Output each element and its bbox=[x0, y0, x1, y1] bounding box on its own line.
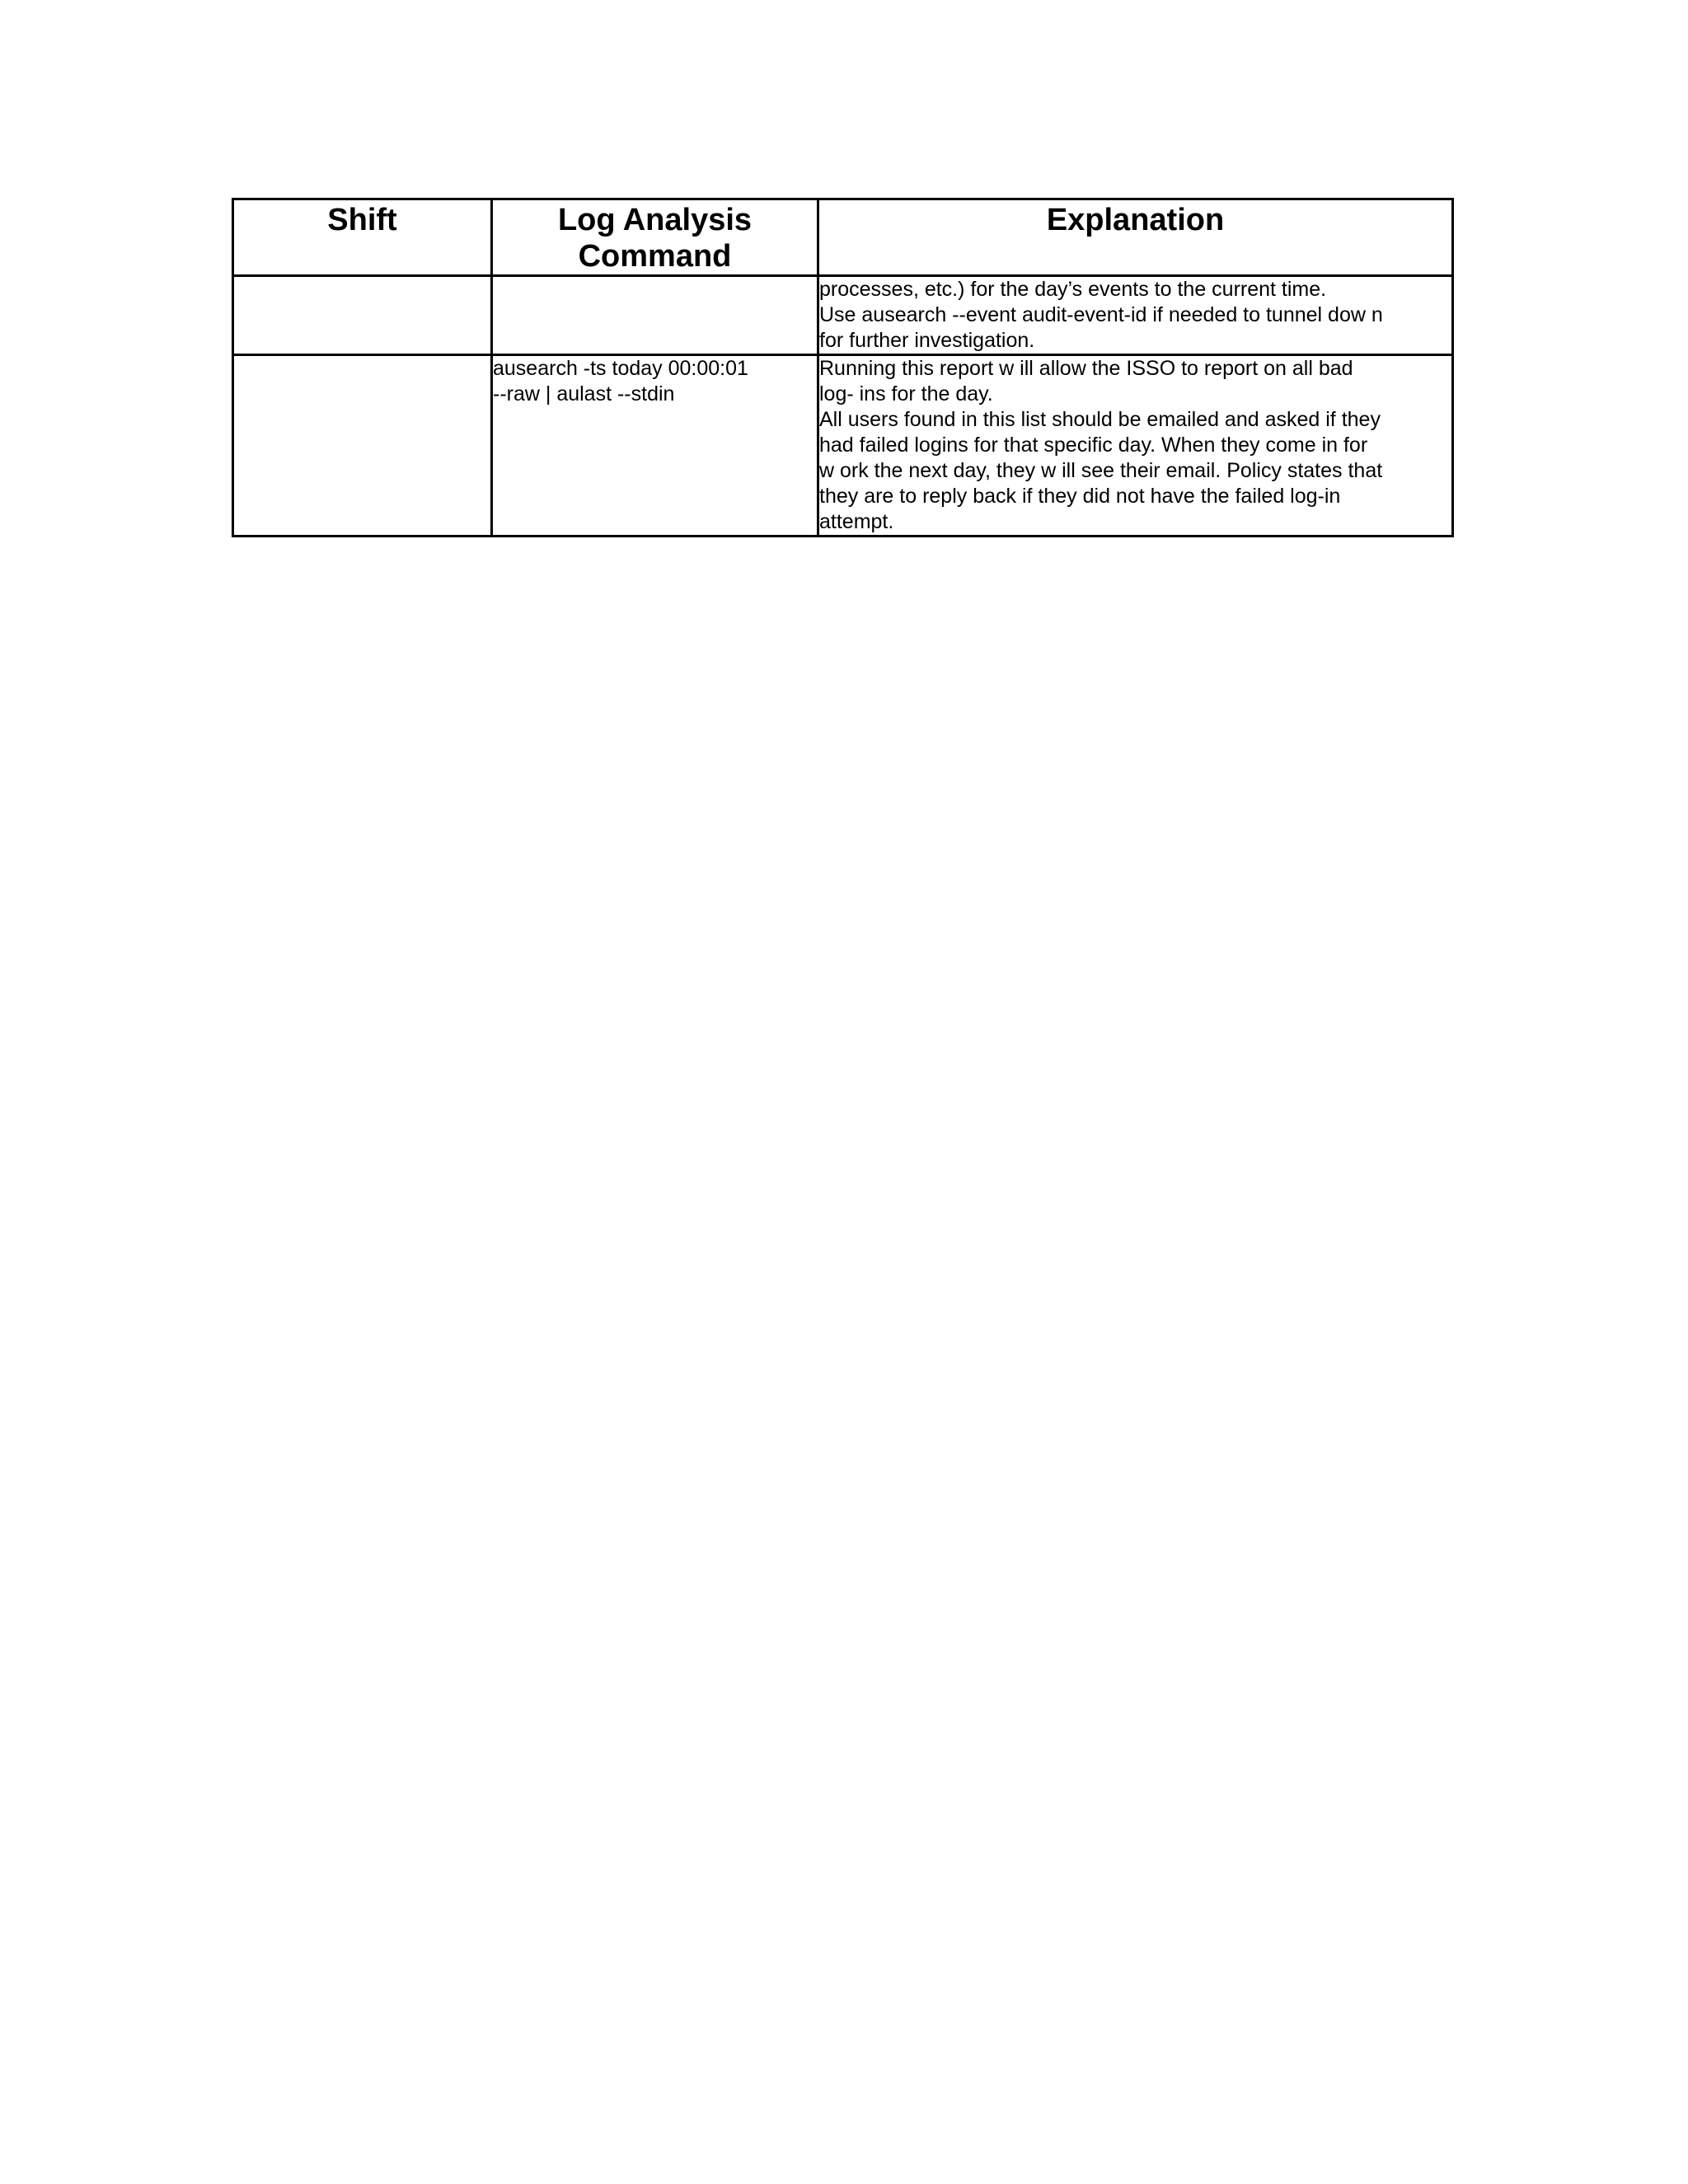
log-analysis-table bbox=[232, 198, 1454, 537]
explanation-line: log- ins for the day. bbox=[819, 382, 993, 405]
cell-command bbox=[492, 355, 818, 537]
command-line: --raw | aulast --stdin bbox=[493, 382, 675, 405]
header-explanation bbox=[818, 199, 1453, 276]
table-header-row bbox=[233, 199, 1453, 276]
cell-command bbox=[492, 276, 818, 355]
command-line: ausearch -ts today 00:00:01 bbox=[493, 357, 748, 380]
header-explanation-label: Explanation bbox=[1046, 203, 1225, 237]
table-row bbox=[233, 355, 1453, 537]
explanation-line: w ork the next day, they w ill see their email. Policy states that bbox=[819, 459, 1383, 482]
header-command-label-line1: Log Analysis bbox=[557, 203, 753, 237]
cell-explanation bbox=[818, 355, 1453, 537]
cell-shift bbox=[233, 355, 492, 537]
cell-shift bbox=[233, 276, 492, 355]
cell-explanation bbox=[818, 276, 1453, 355]
table-row bbox=[233, 276, 1453, 355]
explanation-line: Use ausearch --event audit-event-id if needed to tunnel dow n bbox=[819, 303, 1383, 326]
explanation-line: they are to reply back if they did not have the failed log-in bbox=[819, 485, 1341, 508]
explanation-line: processes, etc.) for the day’s events to the current time. bbox=[819, 278, 1327, 301]
explanation-line: attempt. bbox=[819, 510, 894, 533]
explanation-line: All users found in this list should be emailed and asked if they bbox=[819, 408, 1381, 431]
header-shift bbox=[233, 199, 492, 276]
header-command bbox=[492, 199, 818, 276]
header-command-label-line2: Command bbox=[578, 239, 732, 274]
header-shift-label: Shift bbox=[327, 203, 397, 237]
explanation-line: for further investigation. bbox=[819, 329, 1035, 352]
explanation-line: had failed logins for that specific day. When they come in for bbox=[819, 434, 1368, 457]
explanation-line: Running this report w ill allow the ISSO to report on all bad bbox=[819, 357, 1353, 380]
